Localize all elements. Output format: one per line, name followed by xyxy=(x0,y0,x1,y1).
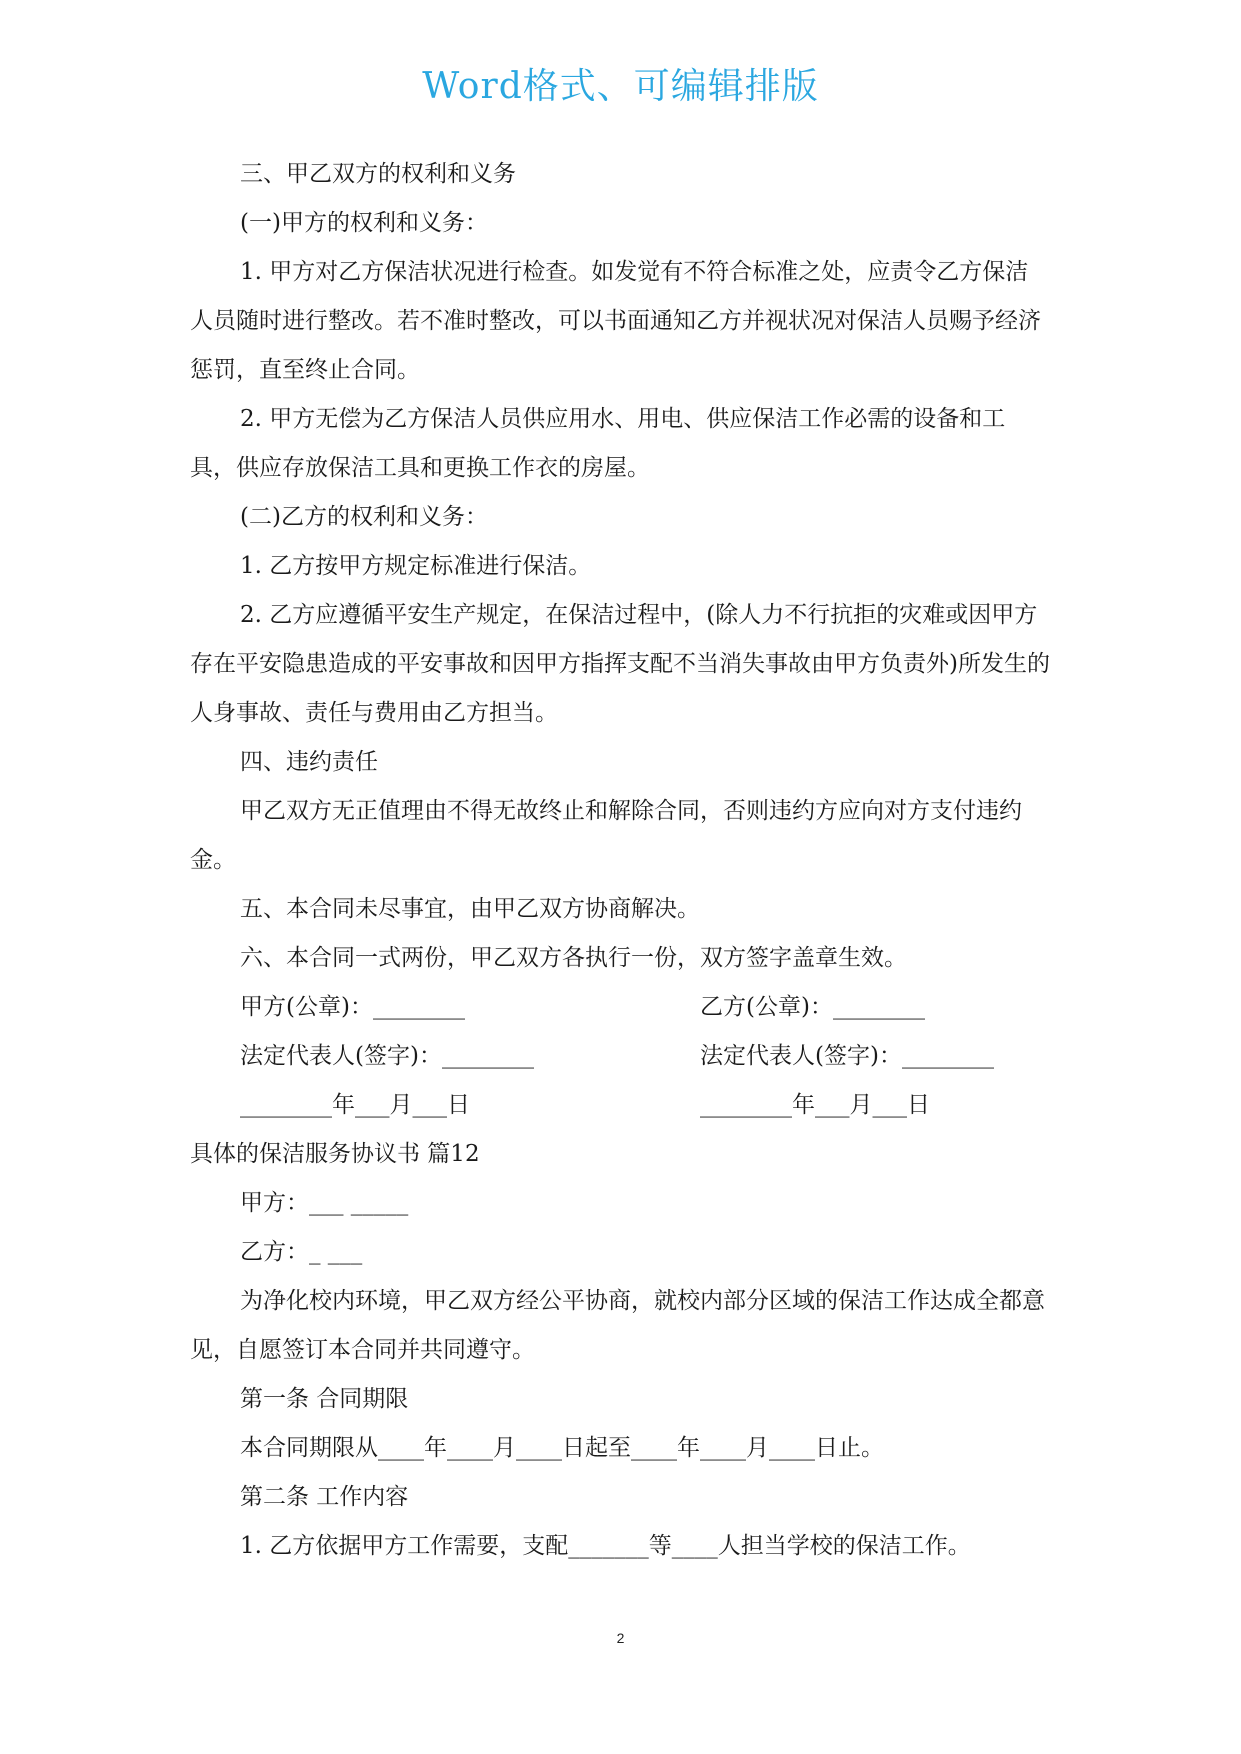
document-header-title: Word格式、可编辑排版 xyxy=(422,66,819,107)
paragraph: 1. 甲方对乙方保洁状况进行检查。如发觉有不符合标准之处，应责令乙方保洁人员随时进行整改。若不准时整改，可以书面通知乙方并视状况对保洁人员赐予经济惩罚，直至终止合同。 xyxy=(190,259,1041,383)
signature-row xyxy=(190,1032,1050,1081)
paragraph: (二)乙方的权利和义务： xyxy=(240,504,488,530)
document-body xyxy=(190,150,1050,1571)
paragraph: 五、本合同未尽事宜，由甲乙双方协商解决。 xyxy=(240,896,700,922)
paragraph: 乙方：_ ___ xyxy=(240,1239,363,1265)
signature-row xyxy=(190,983,1050,1032)
paragraph: 为净化校内环境，甲乙双方经公平协商，就校内部分区域的保洁工作达成全都意见，自愿签订本合同并共同遵守。 xyxy=(190,1288,1045,1363)
signature-row xyxy=(190,1081,1050,1130)
section-heading: 具体的保洁服务协议书 篇12 xyxy=(190,1141,480,1167)
paragraph: 第一条 合同期限 xyxy=(240,1386,409,1412)
paragraph: 2. 乙方应遵循平安生产规定，在保洁过程中，(除人力不行抗拒的灾难或因甲方存在平安隐患造成的平安事故和因甲方指挥支配不当消失事故由甲方负责外)所发生的人身事故、责任与费用由乙方担当。 xyxy=(190,602,1050,726)
paragraph: 1. 乙方依据甲方工作需要，支配_______等____人担当学校的保洁工作。 xyxy=(240,1533,971,1559)
paragraph: 甲乙双方无正值理由不得无故终止和解除合同，否则违约方应向对方支付违约金。 xyxy=(190,798,1022,873)
party-b-representative-field: 法定代表人(签字)：________ xyxy=(700,1043,994,1069)
party-b-date-field: ________年___月___日 xyxy=(700,1092,930,1118)
paragraph: 2. 甲方无偿为乙方保洁人员供应用水、用电、供应保洁工作必需的设备和工具，供应存放保洁工具和更换工作衣的房屋。 xyxy=(190,406,1006,481)
paragraph: 第二条 工作内容 xyxy=(240,1484,409,1510)
paragraph: 1. 乙方按甲方规定标准进行保洁。 xyxy=(240,553,592,579)
paragraph: 三、甲乙双方的权利和义务 xyxy=(240,161,516,187)
paragraph: 四、违约责任 xyxy=(240,749,378,775)
party-b-seal-field: 乙方(公章)：________ xyxy=(700,994,925,1020)
party-a-representative-field: 法定代表人(签字)：________ xyxy=(240,1043,534,1069)
paragraph: 甲方：___ _____ xyxy=(240,1190,409,1216)
paragraph: 本合同期限从____年____月____日起至____年____月____日止。 xyxy=(240,1435,884,1461)
page-number: 2 xyxy=(616,1630,625,1646)
party-a-date-field: ________年___月___日 xyxy=(240,1092,470,1118)
party-a-seal-field: 甲方(公章)：________ xyxy=(240,994,465,1020)
paragraph: (一)甲方的权利和义务： xyxy=(240,210,488,236)
paragraph: 六、本合同一式两份，甲乙双方各执行一份，双方签字盖章生效。 xyxy=(240,945,907,971)
